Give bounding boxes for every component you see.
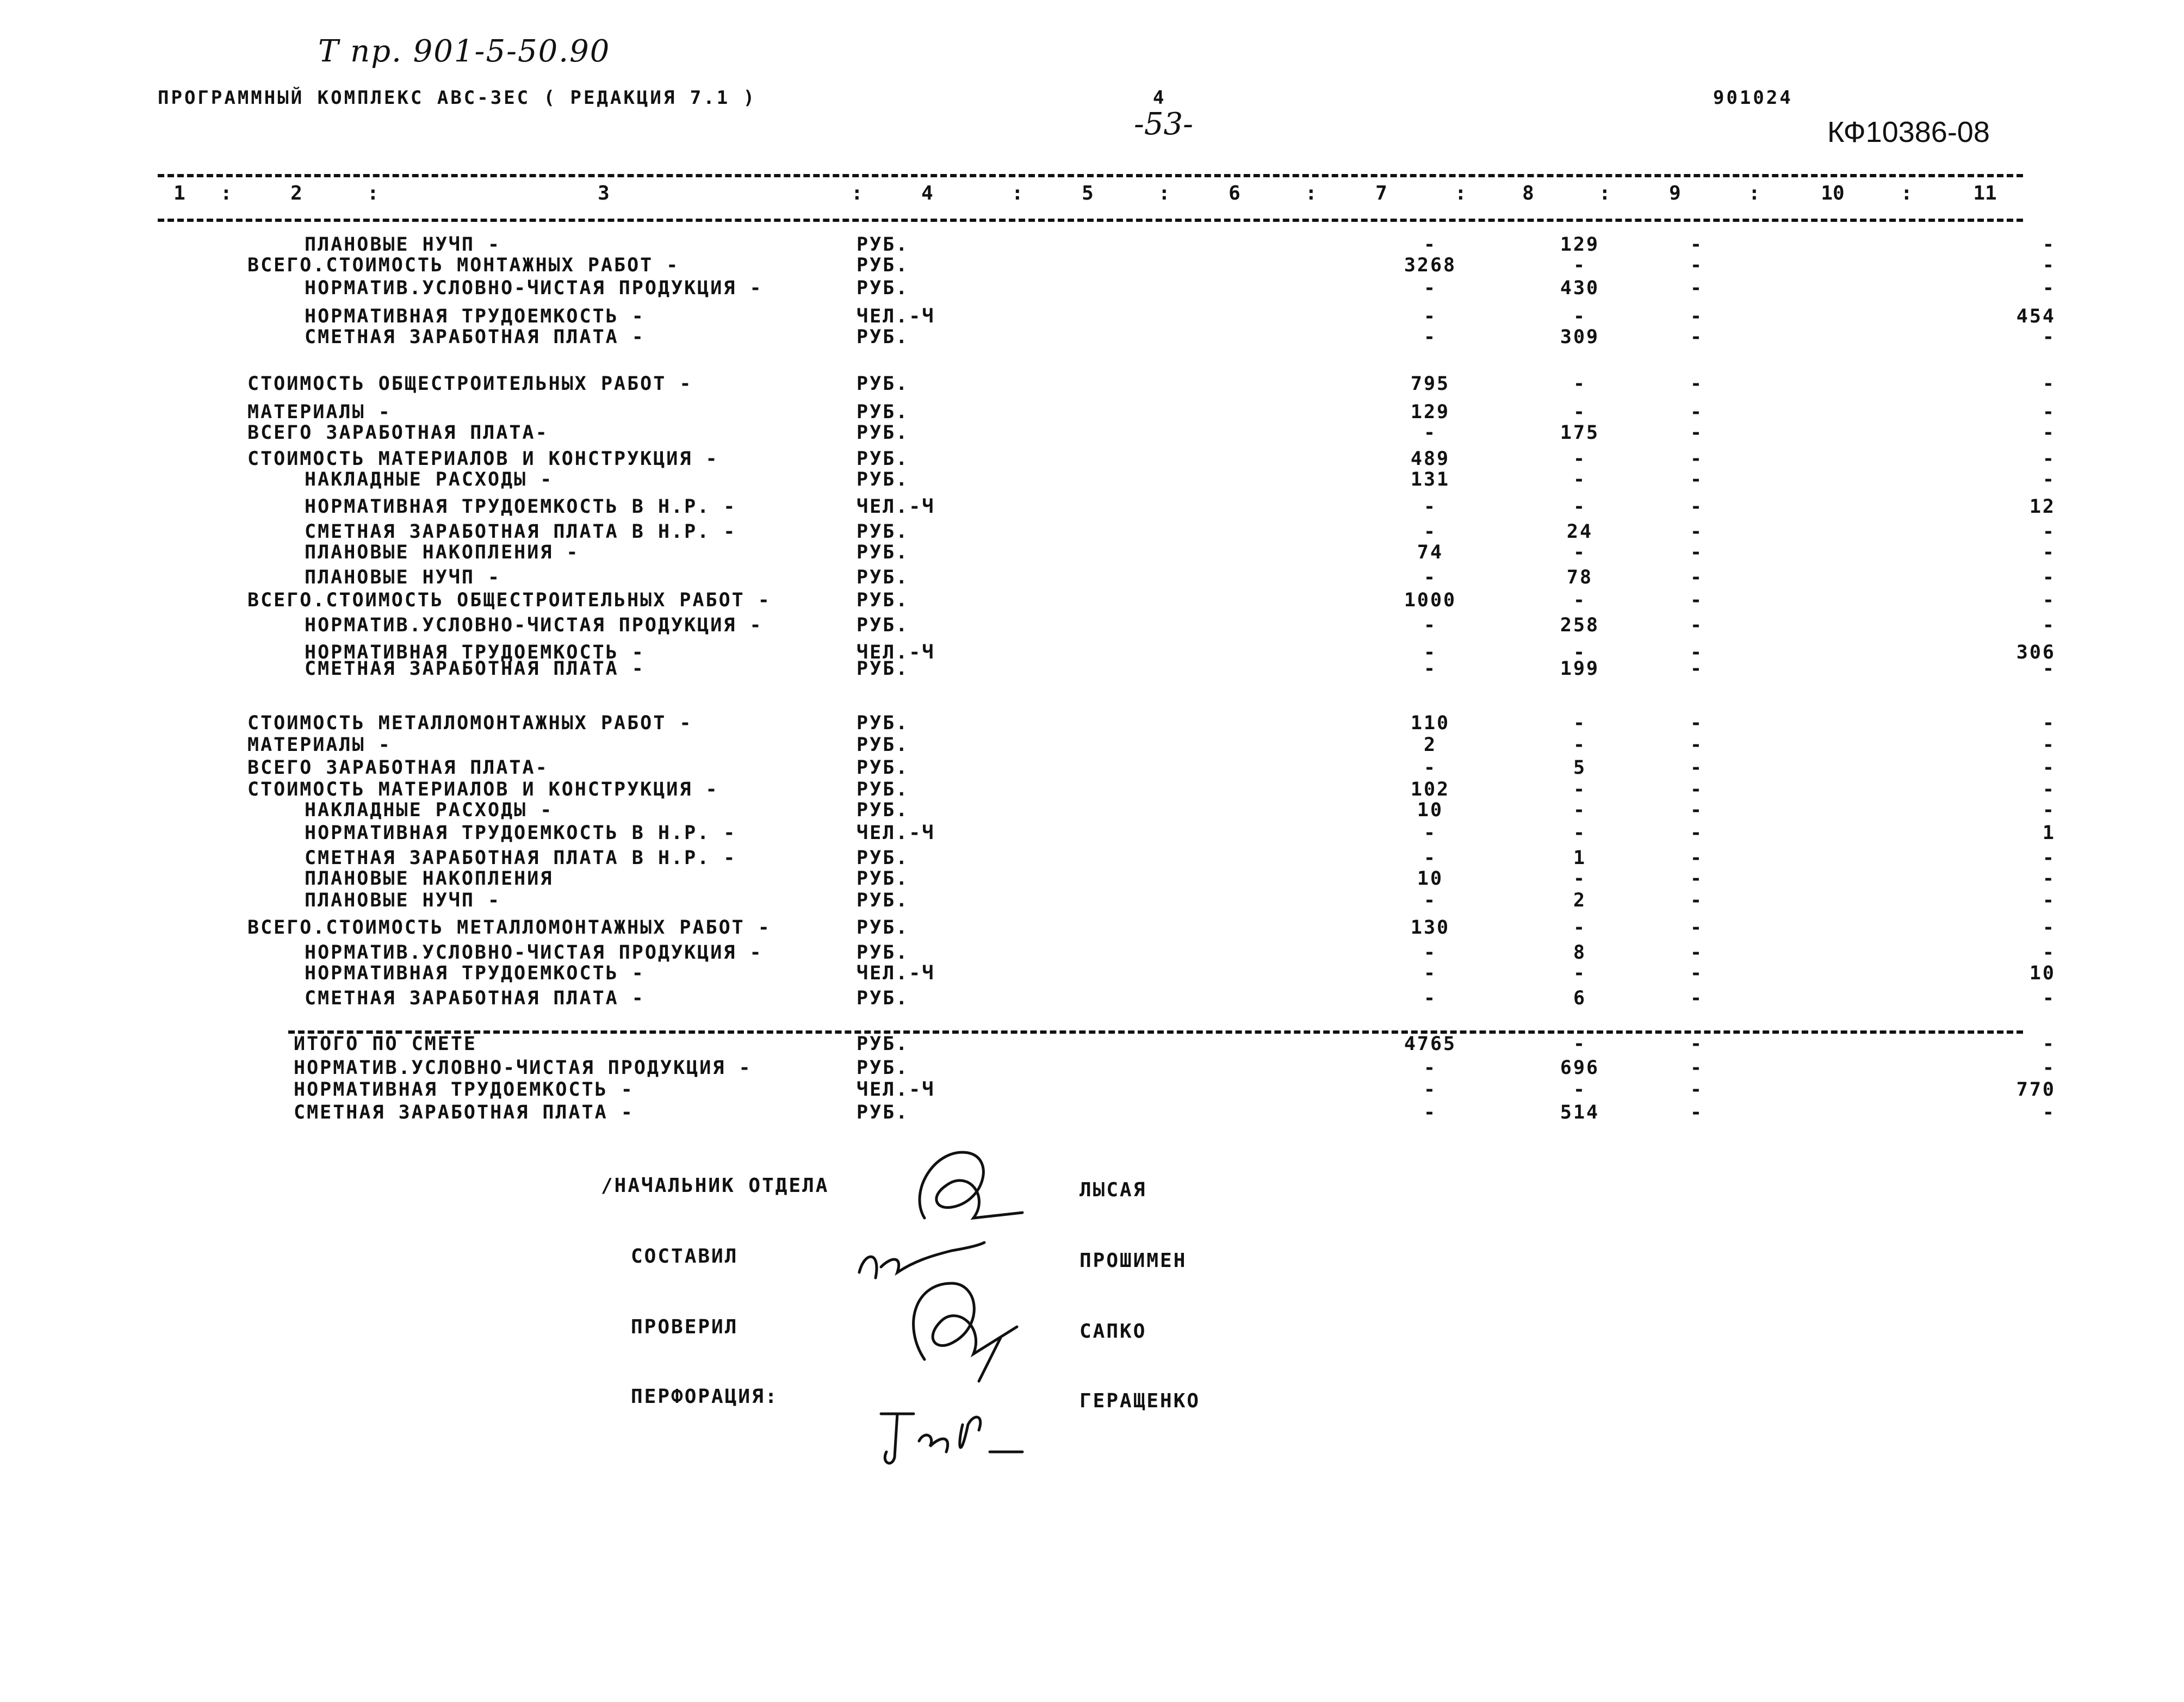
table-row xyxy=(0,942,2184,964)
row-label: ВСЕГО ЗАРАБОТНАЯ ПЛАТА- xyxy=(247,422,549,444)
row-col8-value: - xyxy=(1573,868,1587,890)
row-col7-value: - xyxy=(1423,658,1437,680)
row-col8-value: - xyxy=(1573,799,1587,821)
col-header-7: 7 xyxy=(1375,182,1387,204)
table-row xyxy=(0,1102,2184,1123)
row-col8-value: 129 xyxy=(1560,234,1600,256)
col-header-4: 4 xyxy=(921,182,933,204)
row-col9-value: - xyxy=(1690,306,1704,327)
table-row xyxy=(0,401,2184,423)
row-label: СМЕТНАЯ ЗАРАБОТНАЯ ПЛАТА - xyxy=(305,326,645,348)
row-col8-value: 175 xyxy=(1560,422,1600,444)
row-col8-value: - xyxy=(1573,734,1587,756)
row-col7-value: - xyxy=(1423,306,1437,327)
row-col8-value: 1 xyxy=(1573,847,1587,869)
page-number: -53- xyxy=(1134,107,1194,142)
document-code: 901024 xyxy=(1713,87,1793,109)
row-col8-value: - xyxy=(1573,496,1587,518)
row-col7-value: - xyxy=(1423,326,1437,348)
row-col7-value: 3268 xyxy=(1404,254,1457,276)
col-header-1: 1 xyxy=(173,182,185,204)
row-col8-value: - xyxy=(1573,917,1587,939)
row-label: НОРМАТИВ.УСЛОВНО-ЧИСТАЯ ПРОДУКЦИЯ - xyxy=(305,614,763,636)
row-col8-value: 8 xyxy=(1573,942,1587,964)
col-header-9: 9 xyxy=(1669,182,1681,204)
row-col11-value: - xyxy=(2042,567,2056,588)
row-col8-value: 5 xyxy=(1573,757,1587,779)
row-col9-value: - xyxy=(1690,642,1704,663)
row-label: СМЕТНАЯ ЗАРАБОТНАЯ ПЛАТА В Н.Р. - xyxy=(305,847,737,869)
row-unit: ЧЕЛ.-Ч xyxy=(857,306,935,327)
col-separator: : xyxy=(1599,182,1611,204)
row-col11-value: - xyxy=(2042,779,2056,800)
table-row xyxy=(0,779,2184,800)
row-col9-value: - xyxy=(1690,234,1704,256)
row-col9-value: - xyxy=(1690,1057,1704,1079)
row-col11-value: 12 xyxy=(2029,496,2056,518)
row-unit: РУБ. xyxy=(857,779,909,800)
row-col11-value: - xyxy=(2042,712,2056,734)
row-label: ПЛАНОВЫЕ НАКОПЛЕНИЯ xyxy=(305,868,554,890)
table-row xyxy=(0,1079,2184,1101)
row-col7-value: - xyxy=(1423,614,1437,636)
row-col9-value: - xyxy=(1690,962,1704,984)
row-label: НОРМАТИВ.УСЛОВНО-ЧИСТАЯ ПРОДУКЦИЯ - xyxy=(294,1057,752,1079)
table-row xyxy=(0,614,2184,636)
table-row xyxy=(0,521,2184,543)
row-col9-value: - xyxy=(1690,401,1704,423)
row-col8-value: - xyxy=(1573,779,1587,800)
row-col7-value: - xyxy=(1423,567,1437,588)
row-col8-value: 258 xyxy=(1560,614,1600,636)
row-unit: РУБ. xyxy=(857,521,909,543)
row-col9-value: - xyxy=(1690,448,1704,470)
row-col7-value: 129 xyxy=(1410,401,1450,423)
col-header-2: 2 xyxy=(290,182,302,204)
row-col9-value: - xyxy=(1690,567,1704,588)
row-col11-value: - xyxy=(2042,942,2056,964)
row-unit: РУБ. xyxy=(857,890,909,911)
row-unit: РУБ. xyxy=(857,277,909,299)
signatory-name: САПКО xyxy=(1079,1320,1147,1343)
row-col8-value: - xyxy=(1573,306,1587,327)
table-row xyxy=(0,1057,2184,1079)
row-col7-value: - xyxy=(1423,847,1437,869)
row-col7-value: 10 xyxy=(1417,799,1444,821)
signatory-name: ГЕРАЩЕНКО xyxy=(1079,1390,1201,1412)
row-label: НОРМАТИВНАЯ ТРУДОЕМКОСТЬ - xyxy=(305,962,645,984)
row-unit: РУБ. xyxy=(857,614,909,636)
row-col11-value: - xyxy=(2042,254,2056,276)
row-col8-value: - xyxy=(1573,401,1587,423)
row-col11-value: - xyxy=(2042,326,2056,348)
table-row xyxy=(0,589,2184,611)
handwritten-signature xyxy=(903,1136,1028,1245)
table-row xyxy=(0,847,2184,869)
row-col9-value: - xyxy=(1690,868,1704,890)
table-row xyxy=(0,917,2184,939)
row-unit: РУБ. xyxy=(857,589,909,611)
row-col7-value: - xyxy=(1423,1057,1437,1079)
row-unit: ЧЕЛ.-Ч xyxy=(857,642,935,663)
row-unit: РУБ. xyxy=(857,942,909,964)
row-label: ПЛАНОВЫЕ НАКОПЛЕНИЯ - xyxy=(305,542,580,563)
col-header-11: 11 xyxy=(1973,182,1997,204)
row-col8-value: - xyxy=(1573,469,1587,490)
row-col9-value: - xyxy=(1690,542,1704,563)
row-unit: РУБ. xyxy=(857,448,909,470)
row-unit: РУБ. xyxy=(857,469,909,490)
row-label: НОРМАТИВНАЯ ТРУДОЕМКОСТЬ - xyxy=(305,642,645,663)
row-col7-value: - xyxy=(1423,822,1437,844)
signatory-name: ПРОШИМЕН xyxy=(1079,1250,1187,1272)
row-col9-value: - xyxy=(1690,1079,1704,1101)
row-col9-value: - xyxy=(1690,734,1704,756)
row-label: НОРМАТИВНАЯ ТРУДОЕМКОСТЬ - xyxy=(305,306,645,327)
col-header-8: 8 xyxy=(1522,182,1534,204)
signatory-name: ЛЫСАЯ xyxy=(1079,1179,1147,1201)
row-label: СТОИМОСТЬ МЕТАЛЛОМОНТАЖНЫХ РАБОТ - xyxy=(247,712,693,734)
program-title: ПРОГРАММНЫЙ КОМПЛЕКС АВС-3ЕС ( РЕДАКЦИЯ 7.1 ) xyxy=(158,87,757,109)
row-unit: ЧЕЛ.-Ч xyxy=(857,822,935,844)
row-label: СТОИМОСТЬ МАТЕРИАЛОВ И КОНСТРУКЦИЯ - xyxy=(247,779,719,800)
row-col8-value: 24 xyxy=(1566,521,1593,543)
row-col11-value: - xyxy=(2042,469,2056,490)
row-col9-value: - xyxy=(1690,373,1704,395)
row-unit: РУБ. xyxy=(857,1102,909,1123)
handwritten-signature xyxy=(892,1262,1022,1387)
row-col11-value: 10 xyxy=(2029,962,2056,984)
table-row xyxy=(0,496,2184,518)
row-label: ИТОГО ПО СМЕТЕ xyxy=(294,1033,477,1055)
col-header-5: 5 xyxy=(1082,182,1094,204)
table-row xyxy=(0,799,2184,821)
table-row xyxy=(0,373,2184,395)
row-col11-value: - xyxy=(2042,757,2056,779)
row-unit: РУБ. xyxy=(857,326,909,348)
row-unit: РУБ. xyxy=(857,917,909,939)
row-col7-value: - xyxy=(1423,234,1437,256)
row-col9-value: - xyxy=(1690,254,1704,276)
table-row xyxy=(0,757,2184,779)
col-separator: : xyxy=(367,182,379,204)
row-unit: РУБ. xyxy=(857,658,909,680)
row-col11-value: - xyxy=(2042,890,2056,911)
row-col7-value: - xyxy=(1423,1102,1437,1123)
col-separator: : xyxy=(1455,182,1467,204)
row-unit: ЧЕЛ.-Ч xyxy=(857,1079,935,1101)
table-row xyxy=(0,306,2184,327)
row-col8-value: - xyxy=(1573,448,1587,470)
row-col9-value: - xyxy=(1690,712,1704,734)
row-unit: РУБ. xyxy=(857,401,909,423)
row-col9-value: - xyxy=(1690,890,1704,911)
row-unit: РУБ. xyxy=(857,868,909,890)
row-col11-value: - xyxy=(2042,1057,2056,1079)
col-separator: : xyxy=(1158,182,1170,204)
row-col9-value: - xyxy=(1690,658,1704,680)
row-col7-value: 10 xyxy=(1417,868,1444,890)
row-col7-value: - xyxy=(1423,890,1437,911)
row-col7-value: 102 xyxy=(1410,779,1450,800)
row-col9-value: - xyxy=(1690,496,1704,518)
row-col8-value: - xyxy=(1573,1079,1587,1101)
table-row xyxy=(0,567,2184,588)
row-label: СТОИМОСТЬ ОБЩЕСТРОИТЕЛЬНЫХ РАБОТ - xyxy=(247,373,693,395)
handwritten-signature xyxy=(865,1392,1028,1474)
row-col8-value: - xyxy=(1573,254,1587,276)
row-col8-value: 309 xyxy=(1560,326,1600,348)
col-header-3: 3 xyxy=(598,182,610,204)
row-label: СМЕТНАЯ ЗАРАБОТНАЯ ПЛАТА - xyxy=(305,658,645,680)
row-unit: РУБ. xyxy=(857,1057,909,1079)
row-unit: РУБ. xyxy=(857,1033,909,1055)
row-label: НАКЛАДНЫЕ РАСХОДЫ - xyxy=(305,469,554,490)
row-col7-value: 795 xyxy=(1410,373,1450,395)
row-col7-value: 489 xyxy=(1410,448,1450,470)
row-col7-value: 4765 xyxy=(1404,1033,1457,1055)
row-col8-value: 430 xyxy=(1560,277,1600,299)
row-col9-value: - xyxy=(1690,942,1704,964)
document-id: КФ10386-08 xyxy=(1827,116,1990,148)
handwritten-reference: Т пр. 901-5-50.90 xyxy=(318,34,611,69)
row-col9-value: - xyxy=(1690,1033,1704,1055)
row-col11-value: - xyxy=(2042,1102,2056,1123)
row-unit: ЧЕЛ.-Ч xyxy=(857,962,935,984)
row-label: ПЛАНОВЫЕ НУЧП - xyxy=(305,234,501,256)
row-col8-value: - xyxy=(1573,1033,1587,1055)
table-row xyxy=(0,1033,2184,1055)
signature-title: /НАЧАЛЬНИК ОТДЕЛА xyxy=(601,1175,829,1197)
table-row xyxy=(0,326,2184,348)
row-label: НАКЛАДНЫЕ РАСХОДЫ - xyxy=(305,799,554,821)
row-col9-value: - xyxy=(1690,987,1704,1009)
row-col8-value: - xyxy=(1573,642,1587,663)
row-col7-value: 74 xyxy=(1417,542,1444,563)
row-col11-value: - xyxy=(2042,614,2056,636)
row-col11-value: - xyxy=(2042,799,2056,821)
row-col8-value: 78 xyxy=(1566,567,1593,588)
row-col11-value: 770 xyxy=(2016,1079,2056,1101)
row-col8-value: - xyxy=(1573,542,1587,563)
table-row xyxy=(0,469,2184,490)
signature-title: СОСТАВИЛ xyxy=(631,1245,739,1268)
row-col11-value: - xyxy=(2042,373,2056,395)
row-col7-value: - xyxy=(1423,757,1437,779)
table-row xyxy=(0,658,2184,680)
row-col9-value: - xyxy=(1690,1102,1704,1123)
row-col9-value: - xyxy=(1690,521,1704,543)
row-unit: РУБ. xyxy=(857,712,909,734)
row-label: СМЕТНАЯ ЗАРАБОТНАЯ ПЛАТА - xyxy=(305,987,645,1009)
row-col11-value: - xyxy=(2042,277,2056,299)
col-separator: : xyxy=(851,182,863,204)
row-col11-value: - xyxy=(2042,542,2056,563)
row-col7-value: - xyxy=(1423,642,1437,663)
table-row xyxy=(0,542,2184,563)
row-col11-value: - xyxy=(2042,868,2056,890)
row-col8-value: 199 xyxy=(1560,658,1600,680)
row-col7-value: - xyxy=(1423,942,1437,964)
row-col8-value: 2 xyxy=(1573,890,1587,911)
table-row xyxy=(0,448,2184,470)
row-unit: РУБ. xyxy=(857,987,909,1009)
col-separator: : xyxy=(1305,182,1317,204)
row-label: ВСЕГО.СТОИМОСТЬ МОНТАЖНЫХ РАБОТ - xyxy=(247,254,680,276)
table-row xyxy=(0,987,2184,1009)
row-unit: РУБ. xyxy=(857,254,909,276)
row-col8-value: - xyxy=(1573,712,1587,734)
signature-title: ПЕРФОРАЦИЯ: xyxy=(631,1386,779,1408)
row-label: ВСЕГО ЗАРАБОТНАЯ ПЛАТА- xyxy=(247,757,549,779)
row-label: НОРМАТИВ.УСЛОВНО-ЧИСТАЯ ПРОДУКЦИЯ - xyxy=(305,942,763,964)
table-row xyxy=(0,962,2184,984)
row-col9-value: - xyxy=(1690,799,1704,821)
row-col8-value: - xyxy=(1573,822,1587,844)
row-col7-value: - xyxy=(1423,987,1437,1009)
row-col9-value: - xyxy=(1690,422,1704,444)
row-unit: РУБ. xyxy=(857,734,909,756)
row-col11-value: - xyxy=(2042,987,2056,1009)
row-unit: РУБ. xyxy=(857,757,909,779)
col-header-6: 6 xyxy=(1228,182,1240,204)
row-unit: РУБ. xyxy=(857,234,909,256)
row-label: НОРМАТИВНАЯ ТРУДОЕМКОСТЬ В Н.Р. - xyxy=(305,822,737,844)
row-col7-value: 1000 xyxy=(1404,589,1457,611)
row-col7-value: - xyxy=(1423,521,1437,543)
row-col11-value: - xyxy=(2042,658,2056,680)
row-col8-value: 514 xyxy=(1560,1102,1600,1123)
row-col7-value: - xyxy=(1423,1079,1437,1101)
signature-title: ПРОВЕРИЛ xyxy=(631,1316,739,1338)
col-separator: : xyxy=(220,182,232,204)
table-row xyxy=(0,422,2184,444)
row-label: СМЕТНАЯ ЗАРАБОТНАЯ ПЛАТА - xyxy=(294,1102,634,1123)
row-label: НОРМАТИВНАЯ ТРУДОЕМКОСТЬ В Н.Р. - xyxy=(305,496,737,518)
row-col8-value: - xyxy=(1573,962,1587,984)
row-col9-value: - xyxy=(1690,614,1704,636)
row-col9-value: - xyxy=(1690,469,1704,490)
row-col9-value: - xyxy=(1690,757,1704,779)
row-col11-value: 1 xyxy=(2042,822,2056,844)
row-col7-value: - xyxy=(1423,962,1437,984)
row-label: СМЕТНАЯ ЗАРАБОТНАЯ ПЛАТА В Н.Р. - xyxy=(305,521,737,543)
row-col7-value: 2 xyxy=(1423,734,1437,756)
col-separator: : xyxy=(1901,182,1913,204)
row-col11-value: 306 xyxy=(2016,642,2056,663)
row-col7-value: - xyxy=(1423,422,1437,444)
row-col11-value: - xyxy=(2042,422,2056,444)
row-col8-value: 696 xyxy=(1560,1057,1600,1079)
row-col9-value: - xyxy=(1690,277,1704,299)
row-col11-value: - xyxy=(2042,401,2056,423)
row-col8-value: 6 xyxy=(1573,987,1587,1009)
row-label: ВСЕГО.СТОИМОСТЬ МЕТАЛЛОМОНТАЖНЫХ РАБОТ - xyxy=(247,917,771,939)
row-unit: РУБ. xyxy=(857,799,909,821)
row-unit: РУБ. xyxy=(857,422,909,444)
row-col7-value: - xyxy=(1423,277,1437,299)
row-col7-value: 131 xyxy=(1410,469,1450,490)
row-col11-value: - xyxy=(2042,448,2056,470)
row-col7-value: 130 xyxy=(1410,917,1450,939)
row-col9-value: - xyxy=(1690,822,1704,844)
row-col8-value: - xyxy=(1573,589,1587,611)
row-col7-value: - xyxy=(1423,496,1437,518)
row-unit: РУБ. xyxy=(857,847,909,869)
row-unit: РУБ. xyxy=(857,373,909,395)
row-col9-value: - xyxy=(1690,779,1704,800)
sheet-number: 4 xyxy=(1153,87,1164,109)
col-separator: : xyxy=(1748,182,1760,204)
row-unit: ЧЕЛ.-Ч xyxy=(857,496,935,518)
table-row xyxy=(0,277,2184,299)
row-col11-value: - xyxy=(2042,734,2056,756)
row-label: ПЛАНОВЫЕ НУЧП - xyxy=(305,567,501,588)
row-col11-value: - xyxy=(2042,234,2056,256)
row-label: НОРМАТИВНАЯ ТРУДОЕМКОСТЬ - xyxy=(294,1079,634,1101)
row-col9-value: - xyxy=(1690,917,1704,939)
table-row xyxy=(0,234,2184,256)
table-row xyxy=(0,712,2184,734)
row-col7-value: 110 xyxy=(1410,712,1450,734)
table-row xyxy=(0,822,2184,844)
row-col11-value: - xyxy=(2042,589,2056,611)
row-col9-value: - xyxy=(1690,326,1704,348)
row-label: СТОИМОСТЬ МАТЕРИАЛОВ И КОНСТРУКЦИЯ - xyxy=(247,448,719,470)
row-col8-value: - xyxy=(1573,373,1587,395)
row-label: ПЛАНОВЫЕ НУЧП - xyxy=(305,890,501,911)
row-col11-value: 454 xyxy=(2016,306,2056,327)
row-col9-value: - xyxy=(1690,847,1704,869)
row-col11-value: - xyxy=(2042,847,2056,869)
row-col11-value: - xyxy=(2042,917,2056,939)
col-separator: : xyxy=(1012,182,1023,204)
col-header-10: 10 xyxy=(1821,182,1845,204)
row-label: ВСЕГО.СТОИМОСТЬ ОБЩЕСТРОИТЕЛЬНЫХ РАБОТ - xyxy=(247,589,771,611)
row-label: МАТЕРИАЛЫ - xyxy=(247,734,392,756)
table-row xyxy=(0,254,2184,276)
row-col11-value: - xyxy=(2042,521,2056,543)
row-unit: РУБ. xyxy=(857,542,909,563)
row-label: МАТЕРИАЛЫ - xyxy=(247,401,392,423)
row-col11-value: - xyxy=(2042,1033,2056,1055)
table-row xyxy=(0,734,2184,756)
table-row xyxy=(0,890,2184,911)
table-row xyxy=(0,868,2184,890)
row-unit: РУБ. xyxy=(857,567,909,588)
row-label: НОРМАТИВ.УСЛОВНО-ЧИСТАЯ ПРОДУКЦИЯ - xyxy=(305,277,763,299)
row-col9-value: - xyxy=(1690,589,1704,611)
